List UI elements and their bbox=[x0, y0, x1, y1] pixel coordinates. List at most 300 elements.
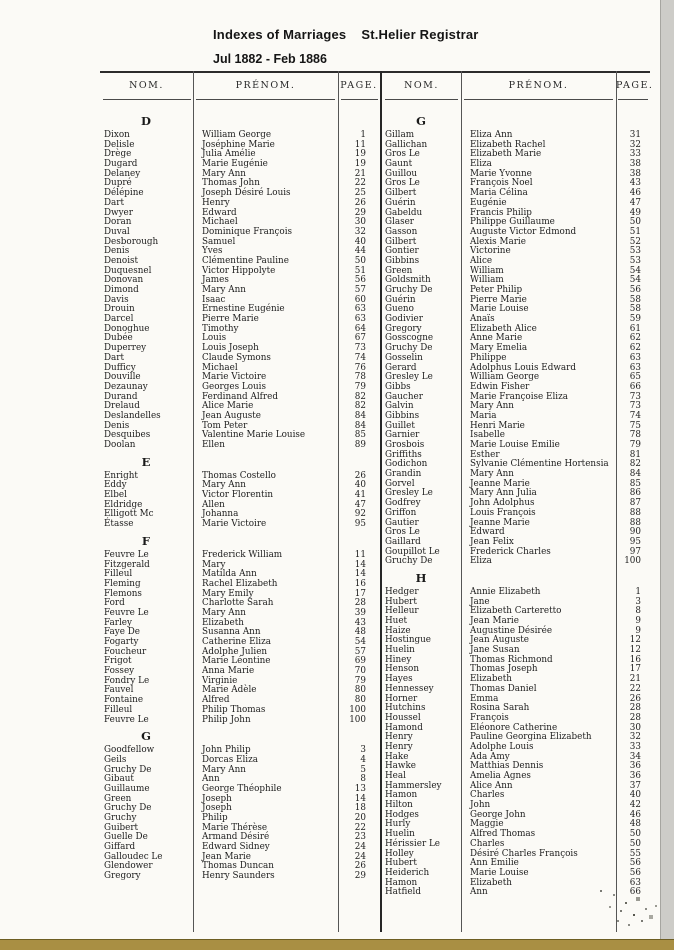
page-cell: 18 bbox=[354, 803, 366, 814]
page-cell: 56 bbox=[354, 275, 366, 286]
forename-cell: Joséphine Marie bbox=[202, 139, 275, 150]
surname-cell: Goupillot Le bbox=[385, 546, 440, 557]
table-row bbox=[100, 441, 380, 451]
forename-cell: Mary Ann bbox=[202, 764, 246, 775]
page-cell: 47 bbox=[629, 197, 641, 208]
forename-cell: Mary Ann bbox=[202, 285, 246, 295]
forename-cell: Alexis Marie bbox=[470, 236, 526, 247]
page-cell: 23 bbox=[354, 832, 366, 843]
forename-cell: Augustine Désirée bbox=[470, 625, 553, 636]
forename-cell: Alice bbox=[470, 255, 493, 266]
surname-cell: Duval bbox=[104, 226, 130, 237]
surname-cell: Desborough bbox=[104, 236, 159, 247]
page-cell: 63 bbox=[629, 362, 641, 373]
surname-cell: Hilton bbox=[385, 800, 413, 811]
forename-cell: Frederick Charles bbox=[470, 546, 551, 557]
surname-cell: Donovan bbox=[104, 275, 144, 286]
forename-cell: Marie Eugénie bbox=[202, 159, 268, 170]
surname-cell: Green bbox=[104, 793, 132, 804]
column-header-nom-right: NOM. bbox=[404, 80, 439, 91]
page-cell: 22 bbox=[354, 822, 366, 833]
table-row bbox=[382, 879, 650, 889]
surname-cell: Drelaud bbox=[104, 401, 140, 412]
forename-cell: Louis François bbox=[470, 507, 536, 518]
forename-cell: Jeanne Marie bbox=[470, 478, 530, 489]
forename-cell: Pierre Marie bbox=[470, 294, 527, 305]
forename-cell: Edward bbox=[470, 527, 505, 538]
table-row bbox=[382, 189, 650, 199]
surname-cell: Hennessey bbox=[385, 683, 434, 694]
section-letter: G bbox=[141, 729, 152, 744]
surname-cell: Gregory bbox=[385, 323, 422, 334]
page-cell: 56 bbox=[629, 285, 641, 295]
surname-cell: Desquibes bbox=[104, 430, 151, 441]
forename-cell: Elizabeth Alice bbox=[470, 323, 537, 334]
surname-cell: Goldsmith bbox=[385, 275, 431, 286]
page-cell: 14 bbox=[354, 559, 366, 570]
surname-cell: Houssel bbox=[385, 712, 421, 723]
page-cell: 28 bbox=[629, 712, 641, 723]
surname-cell: Gresley Le bbox=[385, 372, 433, 383]
surname-cell: Dugard bbox=[104, 159, 138, 170]
right-column bbox=[382, 110, 650, 898]
surname-cell: Gaillard bbox=[385, 536, 421, 547]
page-cell: 85 bbox=[629, 478, 641, 489]
page-cell: 100 bbox=[349, 714, 366, 725]
forename-cell: Frederick William bbox=[202, 549, 283, 560]
surname-cell: Gillam bbox=[385, 130, 415, 140]
forename-cell: Jane Susan bbox=[470, 645, 520, 656]
forename-cell: Yves bbox=[202, 246, 223, 257]
page-cell: 48 bbox=[629, 819, 641, 830]
surname-cell: Gruchy De bbox=[385, 343, 433, 354]
page-cell: 1 bbox=[635, 586, 641, 597]
surname-cell: Hiney bbox=[385, 654, 412, 665]
date-range: Jul 1882 - Feb 1886 bbox=[213, 52, 327, 66]
page-cell: 24 bbox=[354, 851, 366, 862]
page-cell: 66 bbox=[629, 887, 641, 898]
surname-cell: Glaser bbox=[385, 217, 415, 228]
page-cell: 43 bbox=[629, 178, 641, 189]
surname-cell: Fontaine bbox=[104, 695, 144, 706]
forename-cell: Philippe Guillaume bbox=[470, 217, 555, 228]
section-letter: H bbox=[415, 570, 428, 585]
forename-cell: Isabelle bbox=[470, 430, 505, 441]
page-cell: 14 bbox=[354, 569, 366, 580]
page-cell: 59 bbox=[629, 314, 641, 325]
page-cell: 25 bbox=[354, 188, 366, 199]
forename-cell: Eugénie bbox=[470, 197, 507, 208]
page-cell: 70 bbox=[354, 666, 366, 677]
page-cell: 51 bbox=[629, 226, 641, 237]
forename-cell: Alfred Thomas bbox=[470, 829, 536, 840]
forename-cell: Michael bbox=[202, 217, 238, 228]
page-cell: 75 bbox=[629, 420, 641, 431]
forename-cell: Thomas Daniel bbox=[470, 683, 537, 694]
page-cell: 22 bbox=[354, 178, 366, 189]
forename-cell: Esther bbox=[470, 449, 500, 460]
forename-cell: Matthias Dennis bbox=[470, 761, 544, 772]
table-row bbox=[100, 209, 380, 219]
forename-cell: Mary Ann bbox=[202, 480, 246, 491]
surname-cell: Gresley Le bbox=[385, 488, 433, 499]
page-cell: 50 bbox=[629, 829, 641, 840]
page-cell: 82 bbox=[354, 401, 366, 412]
forename-cell: Maggie bbox=[470, 819, 504, 830]
page-cell: 53 bbox=[629, 246, 641, 257]
surname-cell: Denis bbox=[104, 246, 130, 257]
forename-cell: Jane bbox=[470, 596, 490, 607]
surname-cell: Denoist bbox=[104, 255, 139, 266]
table-row bbox=[382, 393, 650, 403]
forename-cell: Ferdinand Alfred bbox=[202, 391, 278, 402]
page-cell: 48 bbox=[354, 627, 366, 638]
table-row bbox=[100, 431, 380, 441]
page-cell: 79 bbox=[629, 440, 641, 450]
page-cell: 84 bbox=[354, 410, 366, 421]
surname-cell: Donoghue bbox=[104, 323, 150, 334]
forename-cell: Susanna Ann bbox=[202, 627, 261, 638]
surname-cell: Hamond bbox=[385, 722, 423, 733]
page-cell: 36 bbox=[629, 771, 641, 781]
surname-cell: Huelin bbox=[385, 645, 415, 656]
page-cell: 54 bbox=[629, 265, 641, 276]
surname-cell: Geils bbox=[104, 754, 127, 765]
page-cell: 63 bbox=[629, 352, 641, 363]
forename-cell: Rachel Elizabeth bbox=[202, 578, 278, 589]
forename-cell: Elizabeth bbox=[470, 674, 512, 685]
forename-cell: Alfred bbox=[202, 695, 230, 706]
forename-cell: Claude Symons bbox=[202, 352, 271, 363]
surname-cell: Durand bbox=[104, 391, 138, 402]
forename-cell: William George bbox=[470, 372, 540, 383]
surname-cell: Frigot bbox=[104, 656, 132, 667]
table-row bbox=[382, 247, 650, 257]
forename-cell: William bbox=[470, 275, 504, 286]
page-cell: 78 bbox=[354, 372, 366, 383]
table-row bbox=[100, 199, 380, 209]
table-row bbox=[382, 869, 650, 879]
header-underline bbox=[196, 99, 335, 100]
forename-cell: Joseph Désiré Louis bbox=[202, 188, 291, 199]
forename-cell: Emma bbox=[470, 693, 499, 704]
table-row bbox=[100, 766, 380, 776]
surname-cell: Guillaume bbox=[104, 783, 150, 794]
surname-cell: Huelin bbox=[385, 829, 415, 840]
forename-cell: Henri Marie bbox=[470, 420, 525, 431]
page-cell: 56 bbox=[629, 858, 641, 869]
page-cell: 92 bbox=[354, 509, 366, 520]
page-cell: 46 bbox=[629, 809, 641, 820]
page-cell: 16 bbox=[629, 654, 641, 665]
column-header-page-left: PAGE. bbox=[340, 80, 378, 91]
page-cell: 82 bbox=[354, 391, 366, 402]
page-cell: 36 bbox=[629, 761, 641, 772]
surname-cell: Griffon bbox=[385, 507, 417, 518]
page-cell: 11 bbox=[354, 139, 366, 150]
forename-cell: Maria bbox=[470, 410, 497, 421]
surname-cell: Foucheur bbox=[104, 646, 147, 657]
page-cell: 12 bbox=[629, 645, 641, 656]
surname-cell: Dwyer bbox=[104, 207, 133, 218]
page-cell: 84 bbox=[629, 469, 641, 480]
forename-cell: Marie Adèle bbox=[202, 685, 257, 696]
forename-cell: Adolphus Louis Edward bbox=[470, 362, 576, 373]
surname-cell: Hubert bbox=[385, 858, 417, 869]
forename-cell: Marie Françoise Eliza bbox=[470, 391, 568, 402]
surname-cell: Denis bbox=[104, 420, 130, 431]
forename-cell: Henry Saunders bbox=[202, 871, 275, 882]
surname-cell: Helleur bbox=[385, 606, 419, 617]
forename-cell: Dorcas Eliza bbox=[202, 754, 258, 765]
forename-cell: John Adolphus bbox=[470, 498, 535, 509]
forename-cell: Jean Auguste bbox=[202, 410, 262, 421]
page-cell: 88 bbox=[629, 507, 641, 518]
forename-cell: Jean Felix bbox=[470, 536, 514, 547]
forename-cell: Jean Marie bbox=[470, 616, 519, 626]
page-cell: 89 bbox=[354, 440, 366, 450]
page-cell: 16 bbox=[354, 578, 366, 589]
page-cell: 28 bbox=[354, 598, 366, 609]
page-cell: 29 bbox=[354, 207, 366, 218]
page-cell: 29 bbox=[354, 871, 366, 882]
surname-cell: Gaucher bbox=[385, 391, 423, 402]
table-row bbox=[382, 238, 650, 248]
surname-cell: Étasse bbox=[104, 519, 134, 530]
forename-cell: Joseph bbox=[202, 793, 232, 804]
surname-cell: Griffiths bbox=[385, 449, 422, 460]
page-cell: 67 bbox=[354, 333, 366, 344]
surname-cell: Henry bbox=[385, 732, 413, 743]
page-cell: 73 bbox=[629, 401, 641, 412]
surname-cell: Heiderich bbox=[385, 867, 430, 878]
surname-cell: Guillet bbox=[385, 420, 415, 431]
page-cell: 90 bbox=[629, 527, 641, 538]
page-cell: 26 bbox=[354, 470, 366, 481]
surname-cell: Delaney bbox=[104, 168, 141, 179]
forename-cell: Jeanne Marie bbox=[470, 517, 530, 528]
table-row bbox=[382, 685, 650, 695]
surname-cell: Guérin bbox=[385, 294, 416, 305]
forename-cell: Joseph bbox=[202, 803, 232, 814]
surname-cell: Hostingue bbox=[385, 635, 431, 646]
forename-cell: Maria Célina bbox=[470, 188, 528, 199]
surname-cell: Goodfellow bbox=[104, 745, 155, 756]
surname-cell: Feuvre Le bbox=[104, 549, 149, 560]
page-cell: 26 bbox=[354, 197, 366, 208]
page-cell: 46 bbox=[629, 188, 641, 199]
forename-cell: Edward Sidney bbox=[202, 842, 270, 853]
surname-cell: Elligott Mc bbox=[104, 509, 154, 520]
table-row bbox=[382, 791, 650, 801]
page-cell: 57 bbox=[354, 285, 366, 295]
forename-cell: Rosina Sarah bbox=[470, 703, 530, 714]
forename-cell: Adolphe Louis bbox=[470, 741, 534, 752]
page-cell: 1 bbox=[360, 130, 366, 140]
forename-cell: Amelia Agnes bbox=[470, 771, 531, 781]
surname-cell: Hawke bbox=[385, 761, 416, 772]
forename-cell: Catherine Eliza bbox=[202, 637, 271, 647]
page-cell: 55 bbox=[629, 848, 641, 859]
page-cell: 4 bbox=[360, 754, 366, 765]
page-cell: 13 bbox=[354, 783, 366, 794]
surname-cell: Feuvre Le bbox=[104, 714, 149, 725]
surname-cell: Doran bbox=[104, 217, 132, 228]
surname-cell: Hutchins bbox=[385, 703, 426, 714]
surname-cell: Flemons bbox=[104, 588, 142, 599]
forename-cell: Alice Ann bbox=[470, 780, 513, 791]
header-underline bbox=[341, 99, 378, 100]
surname-cell: Eldridge bbox=[104, 499, 143, 510]
surname-cell: Gasson bbox=[385, 226, 418, 237]
forename-cell: Michael bbox=[202, 362, 238, 373]
table-row bbox=[100, 872, 380, 882]
surname-cell: Hammersley bbox=[385, 780, 442, 791]
surname-cell: Fondry Le bbox=[104, 675, 150, 686]
surname-cell: Grosbois bbox=[385, 440, 425, 450]
page-cell: 31 bbox=[629, 130, 641, 140]
forename-cell: Charlotte Sarah bbox=[202, 598, 274, 609]
surname-cell: Faye De bbox=[104, 627, 140, 638]
surname-cell: Gibbins bbox=[385, 255, 420, 266]
page-cell: 95 bbox=[629, 536, 641, 547]
forename-cell: Philip Thomas bbox=[202, 704, 266, 715]
forename-cell: Jean Marie bbox=[202, 851, 251, 862]
forename-cell: Marie Victoire bbox=[202, 519, 267, 530]
page-cell: 30 bbox=[354, 217, 366, 228]
surname-cell: Gregory bbox=[104, 871, 141, 882]
forename-cell: Eléonore Catherine bbox=[470, 722, 558, 733]
column-header-nom-left: NOM. bbox=[129, 80, 164, 91]
page-cell: 17 bbox=[354, 588, 366, 599]
forename-cell: Georges Louis bbox=[202, 381, 267, 392]
forename-cell: Allen bbox=[202, 499, 225, 510]
forename-cell: Louis Joseph bbox=[202, 343, 259, 354]
page-cell: 54 bbox=[354, 637, 366, 647]
forename-cell: Timothy bbox=[202, 323, 239, 334]
forename-cell: Anna Marie bbox=[202, 666, 255, 677]
forename-cell: Philippe bbox=[470, 352, 507, 363]
surname-cell: Gruchy De bbox=[104, 764, 152, 775]
page-cell: 40 bbox=[354, 480, 366, 491]
forename-cell: Ann Emilie bbox=[470, 858, 519, 869]
forename-cell: Marie Yvonne bbox=[470, 168, 532, 179]
forename-cell: Pauline Georgina Elizabeth bbox=[470, 732, 592, 743]
forename-cell: George John bbox=[470, 809, 526, 820]
surname-cell: Doolan bbox=[104, 440, 136, 450]
surname-cell: Fogarty bbox=[104, 637, 139, 647]
surname-cell: Glendower bbox=[104, 861, 153, 872]
page-cell: 20 bbox=[354, 813, 366, 823]
surname-cell: Ford bbox=[104, 598, 125, 609]
forename-cell: Sylvanie Clémentine Hortensia bbox=[470, 459, 609, 470]
page-cell: 81 bbox=[629, 449, 641, 460]
surname-cell: Heal bbox=[385, 771, 406, 781]
forename-cell: Mary Emily bbox=[202, 588, 254, 599]
page-cell: 32 bbox=[629, 732, 641, 743]
table-row bbox=[100, 354, 380, 364]
page-cell: 39 bbox=[354, 607, 366, 618]
surname-cell: Farley bbox=[104, 617, 132, 628]
surname-cell: Hayes bbox=[385, 674, 413, 685]
page-cell: 73 bbox=[629, 391, 641, 402]
forename-cell: Adolphe Julien bbox=[202, 646, 268, 657]
surname-cell: Hodges bbox=[385, 809, 419, 820]
title-text: Indexes of Marriages bbox=[213, 27, 347, 42]
surname-cell: Gorvel bbox=[385, 478, 415, 489]
surname-cell: Gruchy De bbox=[385, 285, 433, 295]
page-cell: 9 bbox=[635, 625, 641, 636]
forename-cell: Jean Auguste bbox=[470, 635, 530, 646]
table-row bbox=[382, 704, 650, 714]
surname-cell: Henry bbox=[385, 741, 413, 752]
surname-cell: Enright bbox=[104, 470, 138, 481]
table-row bbox=[100, 238, 380, 248]
surname-cell: Hamon bbox=[385, 790, 418, 801]
forename-cell: François bbox=[470, 712, 509, 723]
forename-cell: Tom Peter bbox=[202, 420, 248, 431]
surname-cell: Gruchy De bbox=[104, 803, 152, 814]
table-row bbox=[382, 782, 650, 792]
surname-cell: Dart bbox=[104, 197, 125, 208]
forename-cell: Marie Thérèse bbox=[202, 822, 268, 833]
forename-cell: John Philip bbox=[202, 745, 251, 756]
forename-cell: Matilda Ann bbox=[202, 569, 257, 580]
page-cell: 26 bbox=[354, 861, 366, 872]
forename-cell: Thomas Richmond bbox=[470, 654, 553, 665]
table-row bbox=[100, 189, 380, 199]
forename-cell: Thomas John bbox=[202, 178, 260, 189]
surname-cell: Huet bbox=[385, 616, 408, 626]
page-cell: 34 bbox=[629, 751, 641, 762]
page-cell: 63 bbox=[354, 304, 366, 315]
page-cell: 21 bbox=[629, 674, 641, 685]
surname-cell: Duquesnel bbox=[104, 265, 152, 276]
surname-cell: Fleming bbox=[104, 578, 141, 589]
registrar-text: St.Helier Registrar bbox=[361, 27, 479, 42]
surname-cell: Drège bbox=[104, 149, 132, 160]
header-underline bbox=[385, 99, 458, 100]
forename-cell: Annie Elizabeth bbox=[470, 586, 541, 597]
surname-cell: Deslandelles bbox=[104, 410, 161, 421]
page-cell: 95 bbox=[354, 519, 366, 530]
page-cell: 32 bbox=[354, 226, 366, 237]
surname-cell: Hedger bbox=[385, 586, 419, 597]
forename-cell: Eliza bbox=[470, 556, 492, 567]
forename-cell: James bbox=[202, 275, 229, 286]
page-edge-strip bbox=[660, 0, 674, 939]
forename-cell: Philip John bbox=[202, 714, 251, 725]
page-cell: 100 bbox=[624, 556, 641, 567]
forename-cell: Mary Ann bbox=[202, 168, 246, 179]
forename-cell: Elizabeth Carteretto bbox=[470, 606, 562, 617]
forename-cell: Louis bbox=[202, 333, 227, 344]
surname-cell: Gruchy bbox=[104, 813, 137, 823]
page-cell: 69 bbox=[354, 656, 366, 667]
forename-cell: Eliza Ann bbox=[470, 130, 513, 140]
table-row bbox=[100, 716, 380, 726]
page-cell: 86 bbox=[629, 488, 641, 499]
surname-cell: Dixon bbox=[104, 130, 130, 140]
forename-cell: Thomas Duncan bbox=[202, 861, 274, 872]
surname-cell: Délépine bbox=[104, 188, 144, 199]
header-underline bbox=[618, 99, 648, 100]
forename-cell: Ada Amy bbox=[470, 751, 510, 762]
surname-cell: Duperrey bbox=[104, 343, 147, 354]
forename-cell: Thomas Joseph bbox=[470, 664, 538, 675]
forename-cell: Anne Marie bbox=[470, 333, 523, 344]
page-cell: 8 bbox=[360, 774, 366, 785]
